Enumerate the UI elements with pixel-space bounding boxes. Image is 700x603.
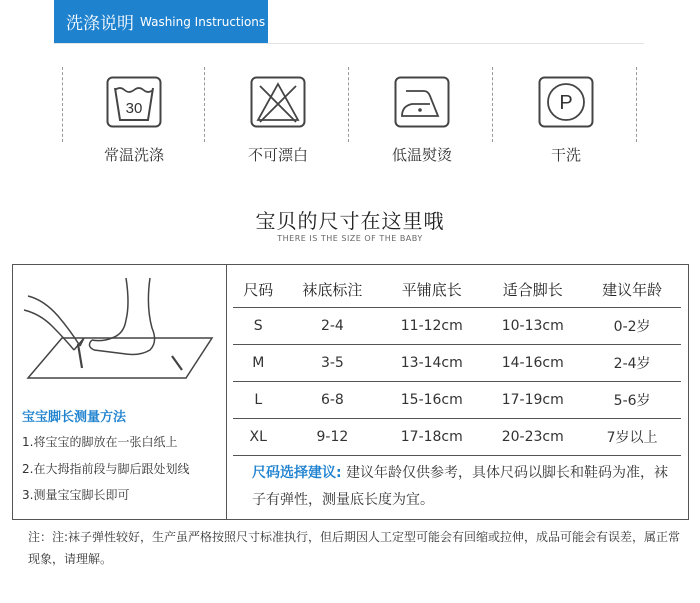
measure-step: 3.测量宝宝脚长即可	[22, 488, 130, 502]
low-iron-icon	[394, 76, 450, 128]
size-table	[233, 271, 681, 456]
dash-separator	[492, 67, 493, 142]
col-header-sole-mark: 袜底标注	[302, 280, 363, 299]
table-cell: 20-23cm	[482, 419, 583, 456]
col-header-size: 尺码	[243, 280, 274, 299]
table-cell: 7岁以上	[583, 419, 681, 456]
wash-temp-text: 30	[125, 100, 143, 117]
table-cell: 2-4	[283, 308, 381, 345]
care-label-iron: 低温熨烫	[391, 146, 452, 164]
table-cell: 3-5	[283, 345, 381, 382]
table-cell: L	[233, 382, 283, 419]
table-row	[233, 382, 681, 419]
tab-title-cn: 洗涤说明	[66, 14, 134, 34]
table-header-row	[233, 271, 681, 308]
table-cell: 2-4岁	[583, 345, 681, 382]
size-section-title: 宝贝的尺寸在这里哦	[255, 209, 445, 233]
foot-measure-illustration	[22, 276, 218, 386]
table-cell: 14-16cm	[482, 345, 583, 382]
no-bleach-icon	[250, 76, 306, 128]
size-advice-label: 尺码选择建议:	[252, 465, 342, 481]
table-cell: 10-13cm	[482, 308, 583, 345]
section-tab-washing	[54, 0, 268, 43]
col-header-foot-length: 适合脚长	[502, 280, 563, 299]
dash-separator	[636, 67, 637, 142]
size-section-subtitle: THERE IS THE SIZE OF THE BABY	[277, 234, 423, 243]
dash-separator	[204, 67, 205, 142]
dry-clean-letter: P	[559, 92, 573, 114]
dry-clean-p-icon	[538, 76, 594, 128]
table-cell: M	[233, 345, 283, 382]
table-cell: 13-14cm	[381, 345, 482, 382]
table-cell: 17-18cm	[381, 419, 482, 456]
size-advice-text: 建议年龄仅供参考，具体尺码以脚长和鞋码为准，袜子有弹性，测量底长度为宜。	[252, 465, 669, 508]
measure-step: 2.在大拇指前段与脚后跟处划线	[22, 462, 190, 476]
care-label-dryclean: 干洗	[550, 146, 581, 164]
tab-title-en: Washing Instructions	[140, 14, 266, 29]
panel-divider	[226, 264, 227, 520]
care-label-wash: 常温洗涤	[103, 146, 164, 164]
table-row	[233, 345, 681, 382]
table-cell: 11-12cm	[381, 308, 482, 345]
dash-separator	[62, 67, 63, 142]
table-row	[233, 419, 681, 456]
header-rule	[54, 43, 644, 44]
col-header-flat-length: 平铺底长	[401, 280, 462, 299]
measure-method-title: 宝宝脚长测量方法	[22, 410, 127, 425]
footnote: 注：注:袜子弹性较好，生产虽严格按照尺寸标准执行，但后期因人工定型可能会有回缩或拉伸，成品可能会有误差，属正常现象，请理解。	[28, 530, 681, 566]
wash-30-icon	[106, 76, 162, 128]
table-cell: 17-19cm	[482, 382, 583, 419]
dash-separator	[348, 67, 349, 142]
table-cell: S	[233, 308, 283, 345]
table-cell: 9-12	[283, 419, 381, 456]
table-cell: 5-6岁	[583, 382, 681, 419]
measure-step: 1.将宝宝的脚放在一张白纸上	[22, 435, 178, 449]
table-row	[233, 308, 681, 345]
table-cell: 0-2岁	[583, 308, 681, 345]
col-header-age: 建议年龄	[602, 280, 663, 299]
size-advice	[252, 460, 680, 514]
table-cell: XL	[233, 419, 283, 456]
care-label-bleach: 不可漂白	[247, 146, 308, 164]
table-cell: 6-8	[283, 382, 381, 419]
table-cell: 15-16cm	[381, 382, 482, 419]
